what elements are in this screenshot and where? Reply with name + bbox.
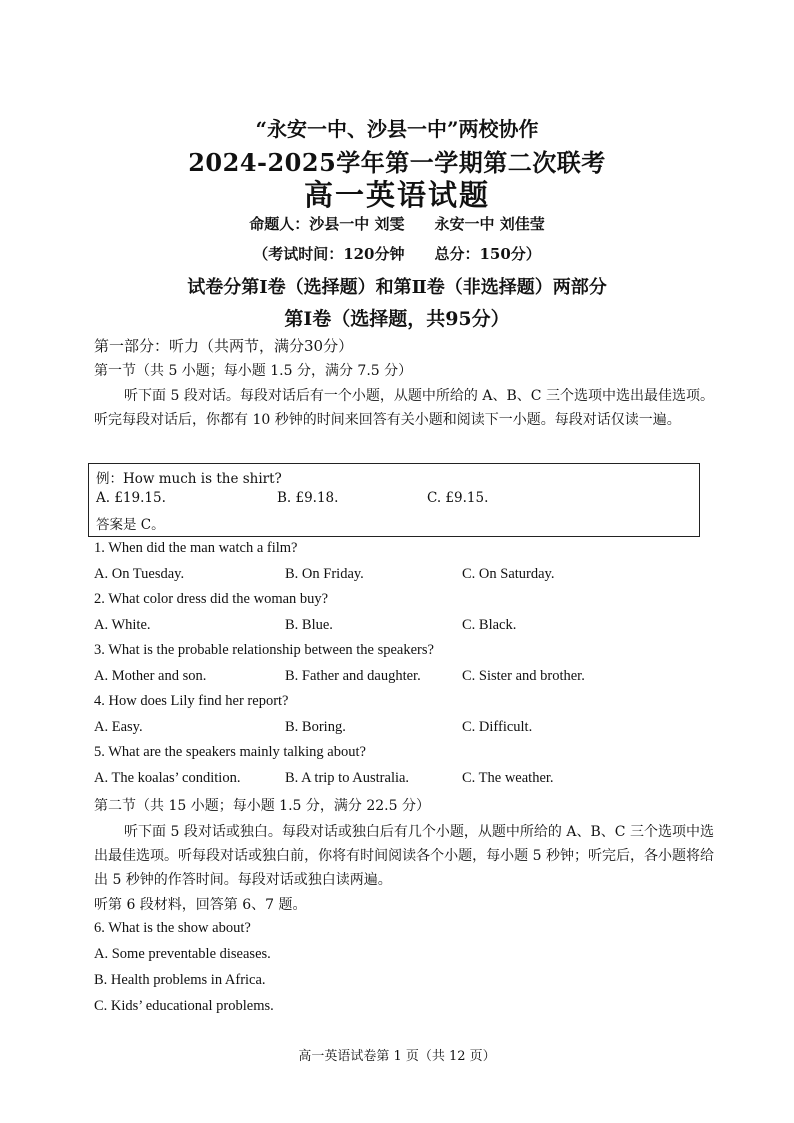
q3-option-b: B. Father and daughter. bbox=[285, 668, 421, 684]
q6-option-b: B. Health problems in Africa. bbox=[94, 972, 266, 988]
material-6-heading: 听第 6 段材料，回答第 6、7 题。 bbox=[94, 897, 307, 913]
question-6: 6. What is the show about? bbox=[94, 920, 251, 936]
q4-option-c: C. Difficult. bbox=[462, 719, 533, 735]
section1-instructions: 听下面 5 段对话。每段对话后有一个小题，从题中所给的 A、B、C 三个选项中选出最佳选项。听完每段对话后，你都有 10 秒钟的时间来回答有关小题和阅读下一小题。每段对话仅读一遍。 bbox=[94, 388, 714, 428]
header-schools: “永安一中、沙县一中”两校协作 bbox=[255, 117, 539, 141]
section1-heading: 第一节（共 5 小题；每小题 1.5 分，满分 7.5 分） bbox=[94, 363, 413, 379]
q5-option-b: B. A trip to Australia. bbox=[285, 770, 410, 786]
example-option-c: C. £9.15. bbox=[427, 490, 489, 506]
section2-instructions: 听下面 5 段对话或独白。每段对话或独白后有几个小题，从题中所给的 A、B、C 三个选项中选出最佳选项。听每段对话或独白前，你将有时间阅读各个小题，每小题 5 秒钟；听完后，各小题将给出 5 秒钟的作答时间。每段对话或独白读两遍。 bbox=[94, 824, 714, 888]
example-question: 例：How much is the shirt? bbox=[96, 471, 282, 487]
exam-time: （考试时间：120分钟 bbox=[253, 245, 405, 263]
authors bbox=[0, 213, 794, 234]
q2-option-c: C. Black. bbox=[462, 617, 517, 633]
q6-option-c: C. Kids’ educational problems. bbox=[94, 998, 274, 1014]
question-3: 3. What is the probable relationship between the speakers? bbox=[94, 642, 434, 658]
q1-option-c: C. On Saturday. bbox=[462, 566, 555, 582]
question-5: 5. What are the speakers mainly talking about? bbox=[94, 744, 366, 760]
question-4: 4. How does Lily find her report? bbox=[94, 693, 289, 709]
question-2: 2. What color dress did the woman buy? bbox=[94, 591, 329, 607]
part1-heading: 第一部分：听力（共两节，满分30分） bbox=[94, 337, 354, 355]
q3-option-a: A. Mother and son. bbox=[94, 668, 207, 684]
example-box bbox=[88, 463, 700, 537]
q6-option-a: A. Some preventable diseases. bbox=[94, 946, 271, 962]
q4-option-b: B. Boring. bbox=[285, 719, 346, 735]
q1-option-b: B. On Friday. bbox=[285, 566, 364, 582]
authors-left: 命题人：沙县一中 刘雯 bbox=[249, 215, 405, 233]
volume-heading: 第Ⅰ卷（选择题，共95分） bbox=[284, 308, 510, 330]
q3-option-c: C. Sister and brother. bbox=[462, 668, 585, 684]
paper-structure: 试卷分第Ⅰ卷（选择题）和第Ⅱ卷（非选择题）两部分 bbox=[187, 277, 607, 298]
exam-info bbox=[0, 243, 794, 264]
question-1: 1. When did the man watch a film? bbox=[94, 540, 298, 556]
q5-option-a: A. The koalas’ condition. bbox=[94, 770, 241, 786]
q2-option-b: B. Blue. bbox=[285, 617, 333, 633]
header-term: 2024-2025学年第一学期第二次联考 bbox=[188, 148, 606, 177]
section2-heading: 第二节（共 15 小题；每小题 1.5 分，满分 22.5 分） bbox=[94, 798, 430, 814]
q5-option-c: C. The weather. bbox=[462, 770, 554, 786]
page-footer: 高一英语试卷第 1 页（共 12 页） bbox=[298, 1049, 496, 1064]
example-answer: 答案是 C。 bbox=[96, 517, 165, 533]
example-option-a: A. £19.15. bbox=[96, 490, 166, 506]
q1-option-a: A. On Tuesday. bbox=[94, 566, 185, 582]
example-option-b: B. £9.18. bbox=[277, 490, 339, 506]
q2-option-a: A. White. bbox=[94, 617, 151, 633]
authors-right: 永安一中 刘佳莹 bbox=[434, 215, 545, 233]
exam-score: 总分：150分） bbox=[434, 245, 541, 263]
q4-option-a: A. Easy. bbox=[94, 719, 143, 735]
page-title: 高一英语试题 bbox=[303, 178, 490, 212]
